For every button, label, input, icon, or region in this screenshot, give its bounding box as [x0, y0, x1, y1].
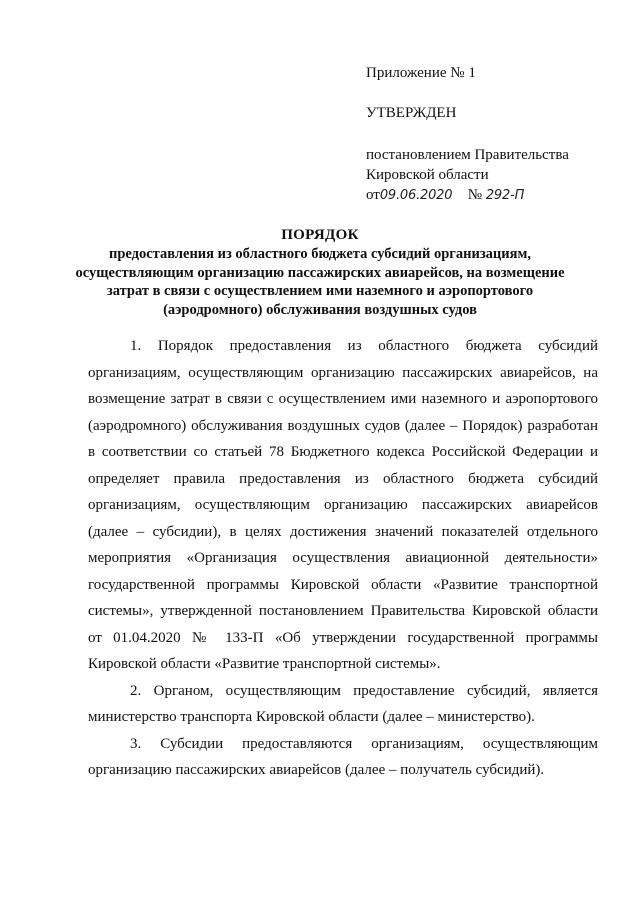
document-subtitle: предоставления из областного бюджета субсидий организациям, осуществляющим организацию пассажирских авиарейсов, на возмещение затрат в связи с осуществлением ими наземного и аэропортового (аэродромного) обслуживания воздушных судов	[75, 246, 565, 318]
document-title: ПОРЯДОК	[281, 227, 359, 243]
decree-reference	[366, 145, 626, 206]
decree-date-number	[366, 185, 626, 206]
paragraph-2: 2. Органом, осуществляющим предоставление субсидий, является министерство транспорта Кировской области (далее – министерство).	[88, 682, 598, 725]
decree-line-1: постановлением Правительства	[366, 147, 569, 163]
approved-label: УТВЕРЖДЕН	[366, 105, 457, 121]
document-heading	[60, 226, 580, 319]
handwritten-date: 09.06.2020	[379, 188, 453, 203]
paragraph-3: 3. Субсидии предоставляются организациям, осуществляющим организацию пассажирских авиарейсов (далее – получатель субсидий).	[88, 735, 598, 778]
from-prefix: от	[366, 187, 380, 203]
document-body	[88, 333, 598, 784]
number-prefix: №	[467, 187, 483, 203]
paragraph-1: 1. Порядок предоставления из областного бюджета субсидий организациям, осуществляющим организацию пассажирских авиарейсов, на возмещение затрат в связи с осуществлением ими наземного и аэропортового (аэродромного) обслуживания воздушных судов (далее – Порядок) разработан в соответствии со статьей 78 Бюджетного кодекса Российской Федерации и определяет правила предоставления из областного бюджета субсидий организациям, осуществляющим организацию пассажирских авиарейсов (далее – субсидии), в целях достижения значений показателей отдельного мероприятия «Организация осуществления авиационной деятельности» государственной программы Кировской области «Развитие транспортной системы», утвержденной постановлением Правительства Кировской области от 01.04.2020 № 133-П «Об утверждении государственной программы Кировской области «Развитие транспортной системы».	[88, 338, 598, 672]
appendix-label: Приложение № 1	[366, 65, 476, 81]
decree-line-2: Кировской области	[366, 167, 489, 183]
approval-block	[366, 63, 626, 206]
handwritten-number: 292-П	[485, 188, 525, 203]
